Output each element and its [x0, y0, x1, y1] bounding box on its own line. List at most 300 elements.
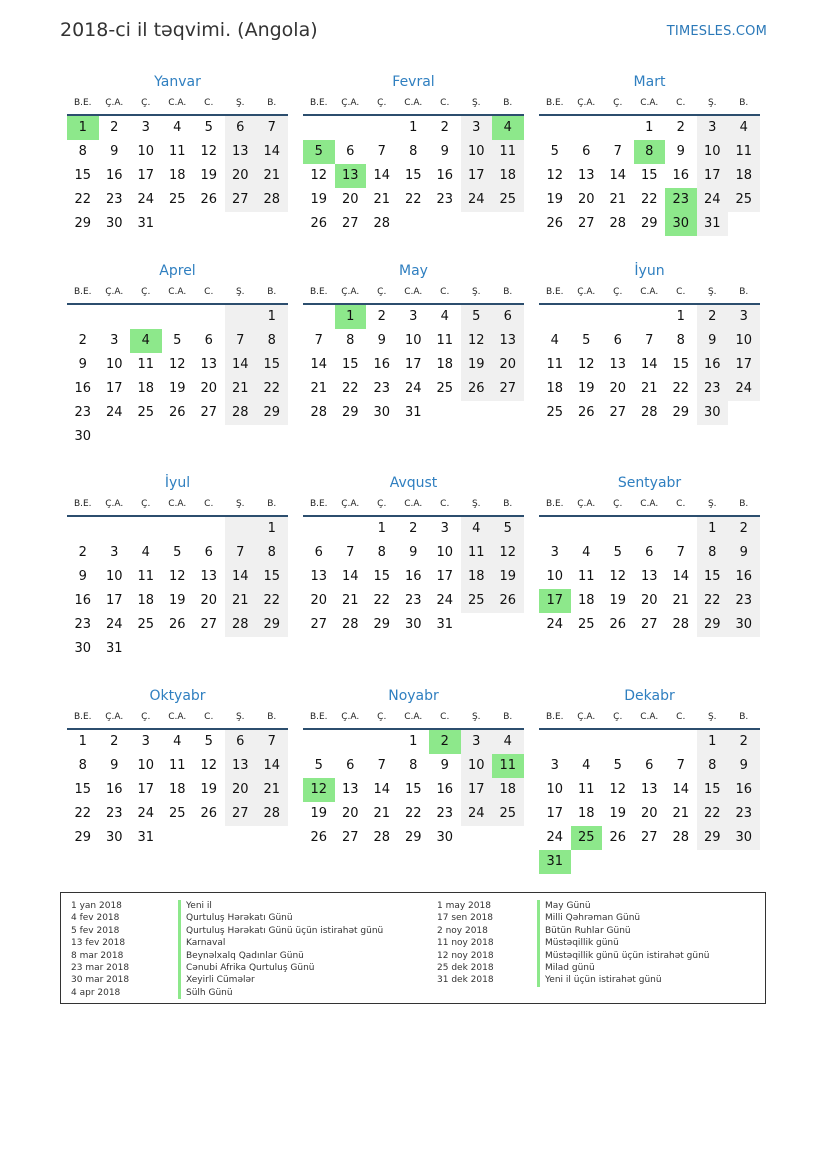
day-cell: 7: [346, 545, 355, 560]
day-cell: 18: [577, 593, 595, 608]
weekday-label: Ş.: [471, 712, 481, 722]
legend-date: 17 sen 2018: [437, 913, 494, 924]
weekday-label: Ç.A.: [341, 98, 360, 108]
day-cell: 4: [492, 730, 524, 754]
month-block: [303, 686, 524, 850]
weekday-label: C.A.: [404, 287, 423, 297]
weekday-label: Ç.: [377, 98, 387, 108]
day-cell: 11: [168, 758, 186, 773]
weekday-label: B.E.: [73, 98, 92, 108]
day-cell: 27: [225, 188, 257, 212]
holiday-day-cell: 5: [303, 140, 335, 164]
day-cell: 28: [672, 617, 690, 632]
day-cell: 30: [105, 830, 123, 845]
weekday-label: Ç.A.: [341, 287, 360, 297]
weekday-header: [67, 493, 288, 517]
day-cell: 23: [105, 806, 123, 821]
weekday-header: [303, 493, 524, 517]
weekday-label: B.E.: [73, 287, 92, 297]
day-cell: 20: [200, 593, 218, 608]
empty-day-cell: [571, 305, 603, 329]
day-cell: 13: [609, 357, 627, 372]
day-cell: 3: [550, 758, 559, 773]
day-cell: 3: [440, 521, 449, 536]
weekday-label: C.: [204, 287, 214, 297]
day-cell: 17: [436, 569, 454, 584]
day-cell: 7: [256, 730, 288, 754]
holiday-day-cell: 8: [634, 140, 666, 164]
day-cell: 12: [546, 168, 564, 183]
day-cell: 22: [74, 806, 92, 821]
day-cell: 14: [310, 357, 328, 372]
day-cell: 1: [377, 521, 386, 536]
day-grid: [539, 730, 760, 874]
weekday-label: Ç.A.: [105, 98, 124, 108]
weekday-header: [303, 706, 524, 730]
month-name: Aprel: [159, 263, 196, 279]
weekday-label: C.: [204, 712, 214, 722]
day-cell: 17: [461, 164, 493, 188]
day-cell: 12: [577, 357, 595, 372]
holiday-day-cell: 4: [130, 329, 162, 353]
day-cell: 28: [672, 830, 690, 845]
day-cell: 16: [436, 782, 454, 797]
empty-day-cell: [193, 305, 225, 329]
weekday-label: B.E.: [73, 712, 92, 722]
day-cell: 30: [728, 826, 760, 850]
day-cell: 22: [256, 589, 288, 613]
day-cell: 17: [546, 806, 564, 821]
day-cell: 22: [256, 377, 288, 401]
day-cell: 21: [225, 377, 257, 401]
day-cell: 29: [373, 617, 391, 632]
weekday-label: C.A.: [640, 287, 659, 297]
day-cell: 14: [672, 569, 690, 584]
day-cell: 19: [310, 192, 328, 207]
day-cell: 16: [728, 778, 760, 802]
day-cell: 30: [404, 617, 422, 632]
day-cell: 17: [137, 168, 155, 183]
weekday-label: Ç.A.: [105, 712, 124, 722]
day-cell: 18: [546, 381, 564, 396]
empty-day-cell: [539, 305, 571, 329]
month-block: [67, 261, 288, 449]
day-cell: 12: [310, 168, 328, 183]
day-cell: 3: [141, 120, 150, 135]
empty-day-cell: [571, 116, 603, 140]
weekday-label: Ç.: [613, 712, 623, 722]
empty-day-cell: [67, 517, 99, 541]
empty-day-cell: [665, 730, 697, 754]
day-cell: 14: [341, 569, 359, 584]
legend-date: 30 mar 2018: [71, 975, 130, 986]
day-cell: 25: [461, 589, 493, 613]
day-cell: 15: [404, 168, 422, 183]
day-cell: 23: [105, 192, 123, 207]
day-grid: [303, 116, 524, 236]
day-cell: 29: [697, 826, 729, 850]
day-cell: 25: [436, 381, 454, 396]
day-cell: 18: [137, 593, 155, 608]
weekday-label: C.A.: [404, 98, 423, 108]
day-grid: [539, 305, 760, 425]
day-cell: 17: [105, 593, 123, 608]
month-name: İyun: [634, 263, 665, 279]
month-name: Sentyabr: [617, 475, 682, 491]
day-cell: 26: [577, 405, 595, 420]
weekday-label: Ç.: [377, 287, 387, 297]
day-cell: 28: [256, 802, 288, 826]
day-cell: 17: [137, 782, 155, 797]
month-name: Dekabr: [624, 688, 675, 704]
day-cell: 24: [461, 802, 493, 826]
day-cell: 20: [225, 164, 257, 188]
weekday-label: B.: [267, 98, 277, 108]
day-cell: 18: [168, 168, 186, 183]
day-cell: 22: [697, 802, 729, 826]
day-cell: 18: [728, 164, 760, 188]
day-cell: 1: [697, 517, 729, 541]
day-cell: 20: [225, 778, 257, 802]
weekday-label: Ç.: [141, 712, 151, 722]
weekday-label: Ş.: [235, 499, 245, 509]
legend-date: 25 dek 2018: [437, 962, 494, 973]
day-cell: 22: [74, 192, 92, 207]
day-cell: 8: [78, 758, 87, 773]
day-cell: 21: [373, 192, 391, 207]
weekday-label: Ç.: [141, 499, 151, 509]
day-cell: 14: [672, 782, 690, 797]
weekday-label: Ş.: [471, 98, 481, 108]
day-cell: 22: [672, 381, 690, 396]
day-cell: 11: [492, 140, 524, 164]
holiday-day-cell: 25: [571, 826, 603, 850]
empty-day-cell: [602, 517, 634, 541]
day-cell: 31: [137, 216, 155, 231]
empty-day-cell: [130, 305, 162, 329]
day-cell: 2: [697, 305, 729, 329]
weekday-header: [303, 92, 524, 116]
day-cell: 7: [613, 144, 622, 159]
site-link[interactable]: TIMESLES.COM: [666, 24, 767, 39]
day-cell: 19: [577, 381, 595, 396]
day-cell: 6: [204, 545, 213, 560]
day-cell: 30: [373, 405, 391, 420]
day-cell: 29: [341, 405, 359, 420]
day-cell: 15: [256, 353, 288, 377]
month-block: [303, 261, 524, 425]
day-cell: 31: [404, 405, 422, 420]
day-cell: 16: [436, 168, 454, 183]
day-cell: 7: [256, 116, 288, 140]
day-cell: 23: [728, 802, 760, 826]
day-cell: 25: [546, 405, 564, 420]
empty-day-cell: [366, 730, 398, 754]
day-cell: 29: [640, 216, 658, 231]
day-cell: 15: [640, 168, 658, 183]
empty-day-cell: [602, 305, 634, 329]
day-cell: 28: [256, 188, 288, 212]
day-cell: 22: [404, 806, 422, 821]
day-cell: 24: [546, 617, 564, 632]
day-cell: 1: [676, 309, 685, 324]
day-cell: 26: [200, 192, 218, 207]
empty-day-cell: [99, 305, 131, 329]
day-cell: 5: [314, 758, 323, 773]
weekday-label: B.E.: [545, 287, 564, 297]
day-cell: 15: [697, 565, 729, 589]
day-cell: 31: [697, 212, 729, 236]
day-cell: 9: [676, 144, 685, 159]
day-cell: 18: [577, 806, 595, 821]
weekday-label: B.E.: [545, 499, 564, 509]
legend-holiday-name: Karnaval: [178, 937, 383, 949]
legend-date: 23 mar 2018: [71, 962, 130, 973]
day-cell: 6: [225, 116, 257, 140]
month-block: [539, 686, 760, 874]
day-cell: 3: [110, 333, 119, 348]
day-cell: 24: [137, 192, 155, 207]
day-cell: 18: [492, 164, 524, 188]
day-cell: 14: [640, 357, 658, 372]
day-cell: 26: [200, 806, 218, 821]
day-cell: 14: [256, 754, 288, 778]
day-cell: 2: [440, 120, 449, 135]
weekday-label: Ş.: [707, 287, 717, 297]
weekday-header: [67, 706, 288, 730]
day-cell: 20: [341, 192, 359, 207]
day-cell: 2: [110, 734, 119, 749]
day-cell: 19: [200, 168, 218, 183]
empty-day-cell: [162, 517, 194, 541]
day-cell: 9: [110, 144, 119, 159]
day-cell: 4: [582, 758, 591, 773]
holiday-day-cell: 17: [539, 589, 571, 613]
day-cell: 30: [74, 641, 92, 656]
day-cell: 5: [204, 734, 213, 749]
day-cell: 8: [409, 144, 418, 159]
day-cell: 6: [645, 758, 654, 773]
weekday-label: C.A.: [404, 712, 423, 722]
day-cell: 13: [577, 168, 595, 183]
empty-day-cell: [335, 730, 367, 754]
day-cell: 3: [110, 545, 119, 560]
day-cell: 14: [225, 353, 257, 377]
day-cell: 4: [550, 333, 559, 348]
day-cell: 2: [78, 545, 87, 560]
day-cell: 27: [609, 405, 627, 420]
day-grid: [67, 305, 288, 449]
weekday-label: B.: [503, 499, 513, 509]
day-cell: 25: [168, 806, 186, 821]
weekday-label: Ç.A.: [577, 287, 596, 297]
day-cell: 30: [436, 830, 454, 845]
month-block: [303, 473, 524, 637]
holiday-day-cell: 2: [429, 730, 461, 754]
day-cell: 1: [256, 305, 288, 329]
day-cell: 29: [672, 405, 690, 420]
weekday-label: C.: [676, 98, 686, 108]
day-cell: 14: [373, 782, 391, 797]
day-cell: 10: [105, 357, 123, 372]
day-cell: 5: [173, 333, 182, 348]
day-cell: 5: [582, 333, 591, 348]
day-cell: 24: [404, 381, 422, 396]
weekday-label: C.: [676, 287, 686, 297]
month-block: [539, 473, 760, 637]
day-cell: 30: [697, 401, 729, 425]
empty-day-cell: [665, 517, 697, 541]
day-cell: 27: [200, 617, 218, 632]
legend-date: 2 noy 2018: [437, 925, 488, 936]
day-cell: 15: [256, 565, 288, 589]
day-cell: 29: [74, 830, 92, 845]
day-cell: 13: [200, 569, 218, 584]
day-cell: 16: [672, 168, 690, 183]
day-cell: 20: [640, 593, 658, 608]
legend-holiday-name: Xeyirli Cümələr: [178, 974, 383, 986]
day-cell: 1: [645, 120, 654, 135]
day-cell: 10: [137, 144, 155, 159]
day-cell: 15: [404, 782, 422, 797]
day-cell: 25: [137, 405, 155, 420]
legend-holiday-name: Müstəqillik günü: [537, 937, 710, 949]
day-cell: 22: [640, 192, 658, 207]
day-cell: 20: [310, 593, 328, 608]
day-cell: 17: [728, 353, 760, 377]
day-cell: 19: [609, 593, 627, 608]
weekday-label: B.: [739, 98, 749, 108]
day-grid: [67, 116, 288, 236]
day-cell: 26: [609, 830, 627, 845]
weekday-label: Ç.A.: [341, 712, 360, 722]
day-cell: 10: [105, 569, 123, 584]
legend-date-column: [437, 900, 494, 987]
day-cell: 7: [676, 545, 685, 560]
day-cell: 2: [676, 120, 685, 135]
day-cell: 26: [310, 216, 328, 231]
holiday-day-cell: 31: [539, 850, 571, 874]
day-cell: 18: [461, 565, 493, 589]
month-block: [67, 473, 288, 661]
day-cell: 26: [492, 589, 524, 613]
weekday-label: B.: [503, 98, 513, 108]
legend-name-column: [537, 900, 710, 987]
day-cell: 9: [697, 329, 729, 353]
day-cell: 15: [341, 357, 359, 372]
weekday-label: B.E.: [309, 499, 328, 509]
day-grid: [67, 730, 288, 850]
day-cell: 26: [310, 830, 328, 845]
weekday-label: B.E.: [309, 98, 328, 108]
day-grid: [303, 517, 524, 637]
day-cell: 9: [377, 333, 386, 348]
day-cell: 29: [256, 401, 288, 425]
day-cell: 26: [546, 216, 564, 231]
day-cell: 29: [404, 830, 422, 845]
day-cell: 26: [168, 405, 186, 420]
day-cell: 14: [373, 168, 391, 183]
day-cell: 4: [461, 517, 493, 541]
day-cell: 27: [341, 830, 359, 845]
day-cell: 12: [609, 782, 627, 797]
month-block: [539, 72, 760, 236]
day-cell: 18: [168, 782, 186, 797]
day-cell: 8: [377, 545, 386, 560]
day-cell: 9: [78, 357, 87, 372]
day-cell: 14: [256, 140, 288, 164]
legend-date: 1 yan 2018: [71, 901, 122, 911]
weekday-label: B.E.: [73, 499, 92, 509]
day-cell: 21: [341, 593, 359, 608]
empty-day-cell: [634, 517, 666, 541]
day-cell: 23: [373, 381, 391, 396]
day-cell: 7: [225, 541, 257, 565]
weekday-label: C.A.: [168, 98, 187, 108]
day-cell: 1: [256, 517, 288, 541]
day-cell: 8: [697, 541, 729, 565]
day-cell: 25: [137, 617, 155, 632]
day-cell: 10: [137, 758, 155, 773]
day-cell: 1: [409, 734, 418, 749]
day-cell: 6: [613, 333, 622, 348]
month-name: İyul: [164, 475, 191, 491]
day-cell: 24: [137, 806, 155, 821]
day-cell: 10: [728, 329, 760, 353]
weekday-label: B.E.: [545, 712, 564, 722]
weekday-label: B.: [503, 712, 513, 722]
day-cell: 11: [728, 140, 760, 164]
day-cell: 10: [404, 333, 422, 348]
day-grid: [303, 730, 524, 850]
weekday-label: Ş.: [471, 287, 481, 297]
legend-holiday-name: Sülh Günü: [178, 987, 383, 999]
day-cell: 16: [105, 168, 123, 183]
day-cell: 20: [492, 353, 524, 377]
day-cell: 21: [609, 192, 627, 207]
day-cell: 9: [409, 545, 418, 560]
empty-day-cell: [571, 517, 603, 541]
day-cell: 13: [225, 140, 257, 164]
day-cell: 7: [314, 333, 323, 348]
weekday-label: Ç.A.: [105, 499, 124, 509]
day-cell: 28: [225, 613, 257, 637]
day-grid: [539, 116, 760, 236]
empty-day-cell: [335, 517, 367, 541]
weekday-header: [539, 706, 760, 730]
day-cell: 23: [728, 589, 760, 613]
day-cell: 22: [341, 381, 359, 396]
day-cell: 16: [105, 782, 123, 797]
day-cell: 14: [609, 168, 627, 183]
day-cell: 9: [440, 758, 449, 773]
day-cell: 28: [373, 830, 391, 845]
empty-day-cell: [130, 517, 162, 541]
weekday-label: C.A.: [640, 712, 659, 722]
day-cell: 9: [78, 569, 87, 584]
day-cell: 11: [436, 333, 454, 348]
legend-holiday-name: May Günü: [537, 900, 710, 912]
legend-date: 11 noy 2018: [437, 938, 494, 949]
day-cell: 28: [225, 401, 257, 425]
day-cell: 10: [436, 545, 454, 560]
month-name: Mart: [633, 74, 666, 90]
empty-day-cell: [303, 305, 335, 329]
weekday-label: Ç.A.: [577, 98, 596, 108]
day-cell: 16: [404, 569, 422, 584]
day-cell: 18: [492, 778, 524, 802]
day-cell: 22: [373, 593, 391, 608]
